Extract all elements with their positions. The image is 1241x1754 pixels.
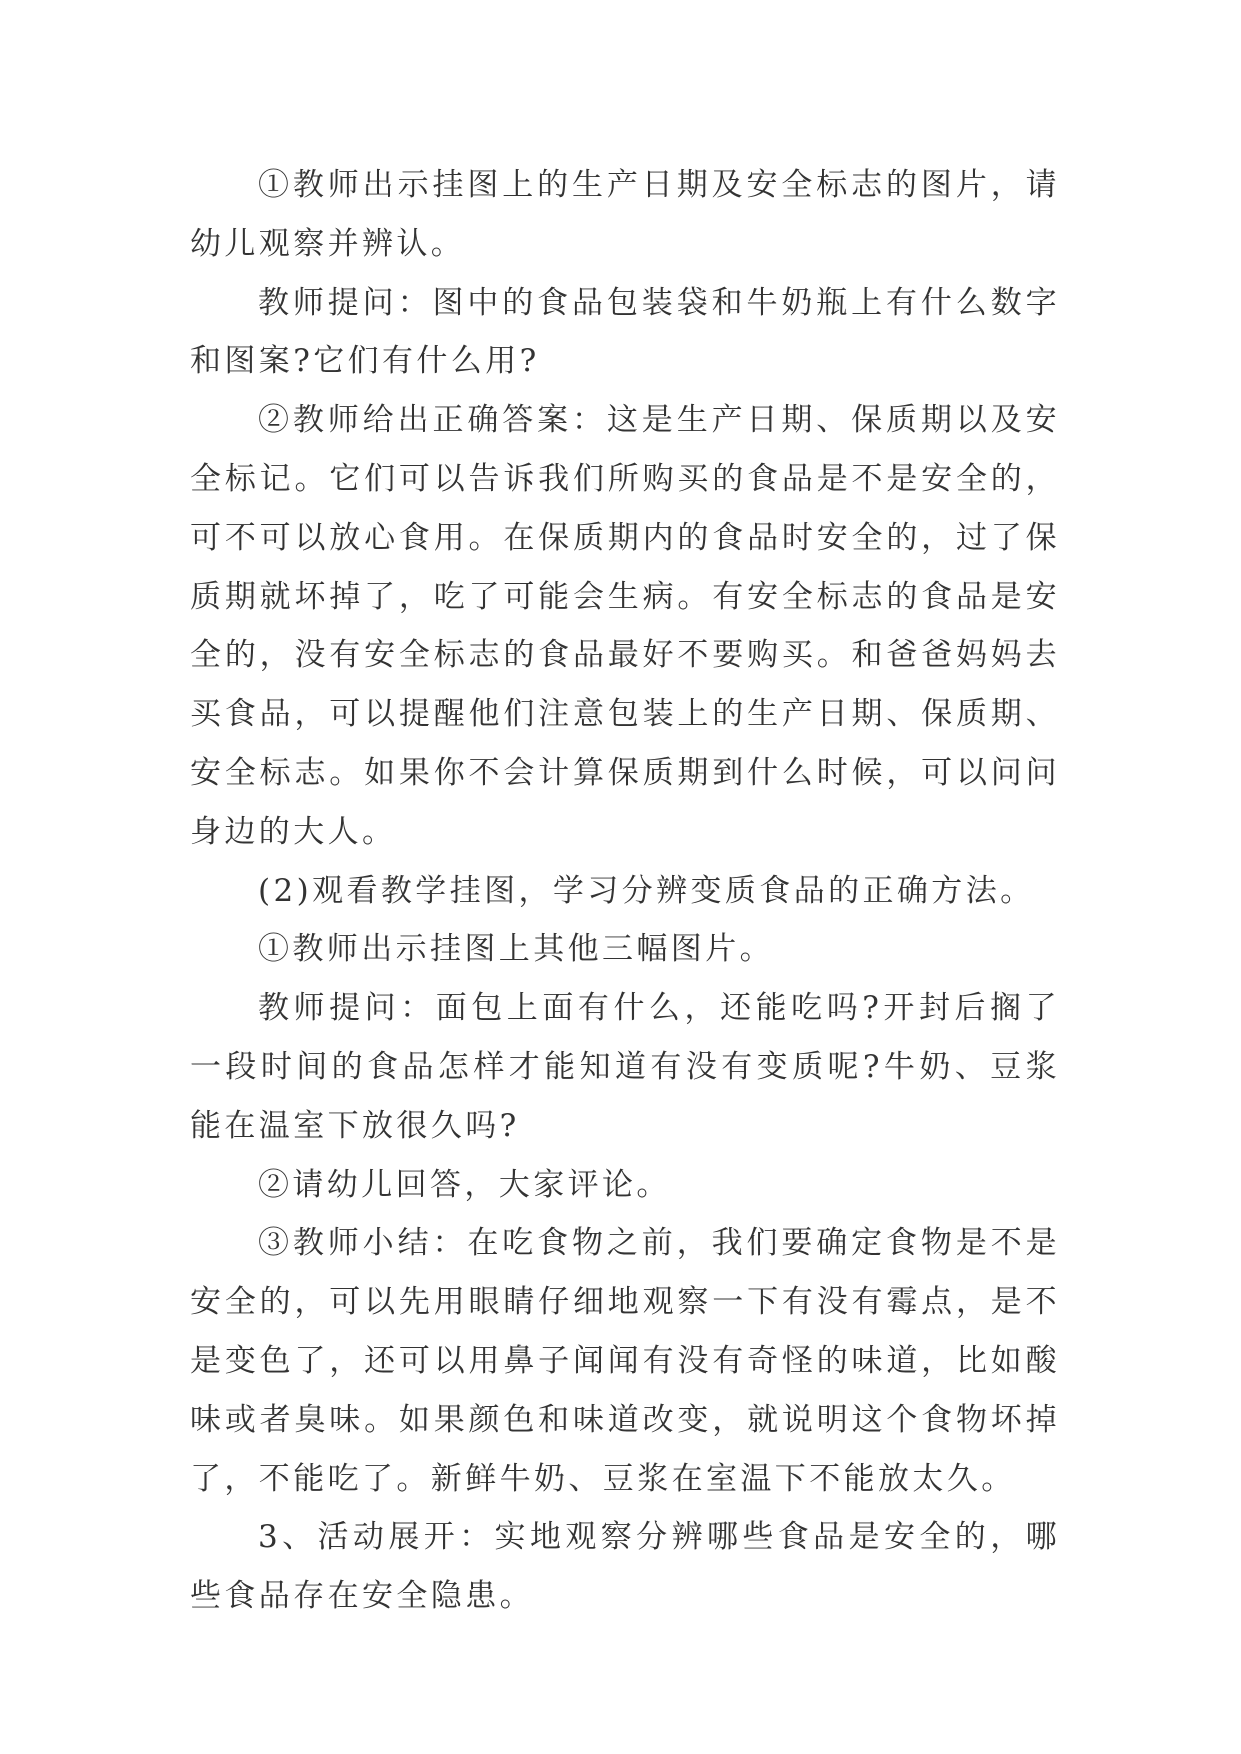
paragraph-5: ①教师出示挂图上其他三幅图片。: [258, 931, 774, 968]
paragraph-2: 教师提问：图中的食品包装袋和牛奶瓶上有什么数字和图案?它们有什么用?: [190, 284, 1060, 380]
paragraph-3: ②教师给出正确答案：这是生产日期、保质期以及安全标记。它们可以告诉我们所购买的食品是不是安全的，可不可以放心食用。在保质期内的食品时安全的，过了保质期就坏掉了，吃了可能会生病。有安全标志的食品是安全的，没有安全标志的食品最好不要购买。和爸爸妈妈去买食品，可以提醒他们注意包装上的生产日期、保质期、安全标志。如果你不会计算保质期到什么时候，可以问问身边的大人。: [190, 402, 1060, 850]
paragraph-9: 3、活动展开：实地观察分辨哪些食品是安全的，哪些食品存在安全隐患。: [190, 1519, 1060, 1615]
paragraph-6: 教师提问：面包上面有什么，还能吃吗?开封后搁了一段时间的食品怎样才能知道有没有变质呢?牛奶、豆浆能在温室下放很久吗?: [190, 990, 1060, 1144]
document-body: [190, 156, 1060, 1626]
paragraph-7: ②请幼儿回答，大家评论。: [258, 1166, 671, 1203]
paragraph-8: ③教师小结：在吃食物之前，我们要确定食物是不是安全的，可以先用眼睛仔细地观察一下有没有霉点，是不是变色了，还可以用鼻子闻闻有没有奇怪的味道，比如酸味或者臭味。如果颜色和味道改变，就说明这个食物坏掉了，不能吃了。新鲜牛奶、豆浆在室温下不能放太久。: [190, 1225, 1060, 1497]
paragraph-4: (2)观看教学挂图，学习分辨变质食品的正确方法。: [258, 872, 1035, 909]
paragraph-1: ①教师出示挂图上的生产日期及安全标志的图片，请幼儿观察并辨认。: [190, 167, 1060, 262]
